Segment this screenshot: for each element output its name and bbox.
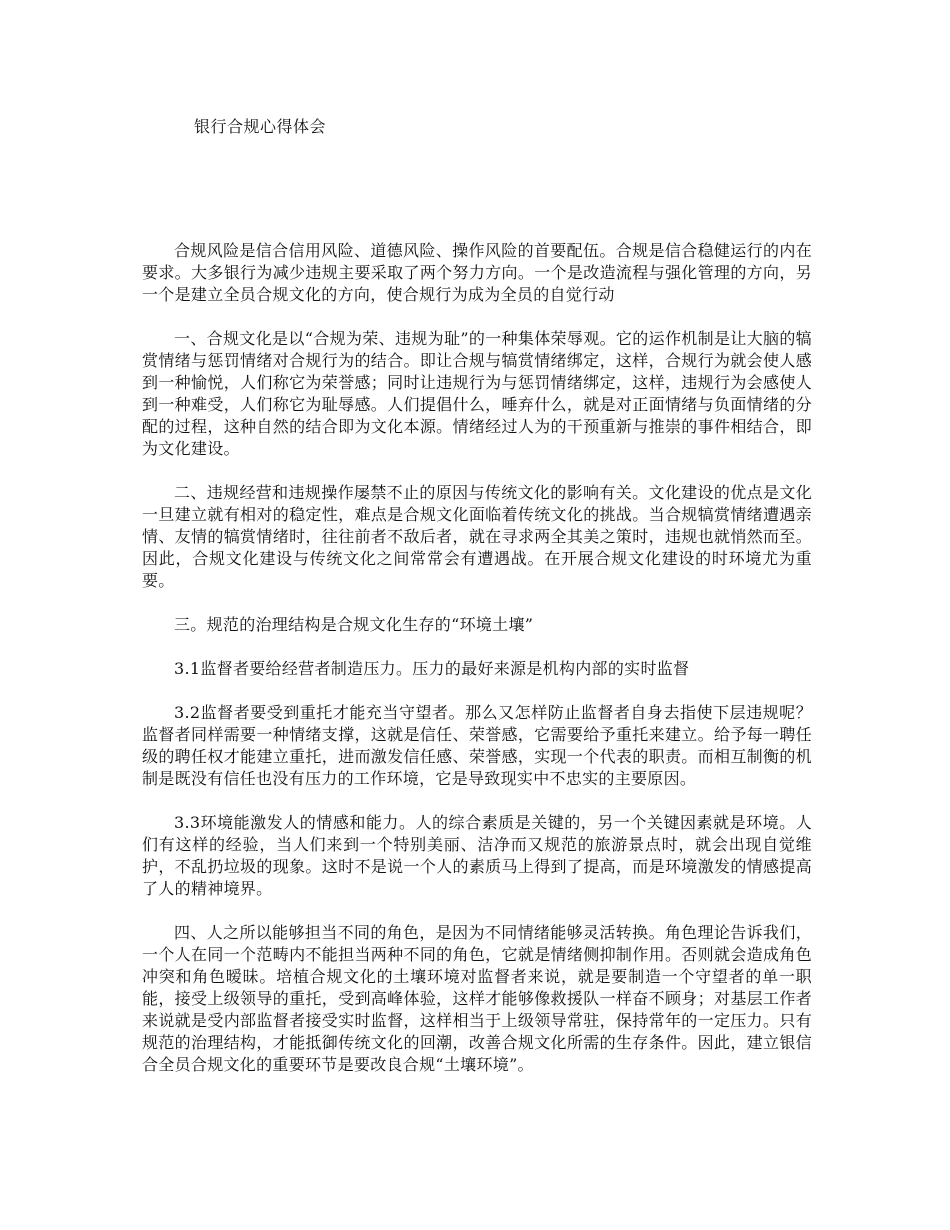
document-body — [142, 240, 812, 1098]
paragraph-section-2: 二、违规经营和违规操作屡禁不止的原因与传统文化的影响有关。文化建设的优点是文化一旦建立就有相对的稳定性，难点是合规文化面临着传统文化的挑战。当合规犒赏情绪遭遇亲情、友情的犒赏情绪时，往往前者不敌后者，就在寻求两全其美之策时，违规也就悄然而至。因此，合规文化建设与传统文化之间常常会有遭遇战。在开展合规文化建设的时环境尤为重要。 — [142, 483, 812, 590]
paragraph-section-3-1: 3.1监督者要给经营者制造压力。压力的最好来源是机构内部的实时监督 — [174, 659, 690, 678]
paragraph-section-3-2: 3.2监督者要受到重托才能充当守望者。那么又怎样防止监督者自身去指使下层违规呢？监督者同样需要一种情绪支撑，这就是信任、荣誉感，它需要给予重托来建立。给予每一聘任级的聘任权才能建立重托，进而激发信任感、荣誉感，实现一个代表的职责。而相互制衡的机制是既没有信任也没有压力的工作环境，它是导致现实中不忠实的主要原因。 — [142, 703, 812, 788]
paragraph-intro: 合规风险是信合信用风险、道德风险、操作风险的首要配伍。合规是信合稳健运行的内在要求。大多银行为减少违规主要采取了两个努力方向。一个是改造流程与强化管理的方向，另一个是建立全员合规文化的方向，使合规行为成为全员的自觉行动 — [142, 241, 812, 304]
paragraph-section-3-3: 3.3环境能激发人的情感和能力。人的综合素质是关键的，另一个关键因素就是环境。人们有这样的经验，当人们来到一个特别美丽、洁净而又规范的旅游景点时，就会出现自觉维护，不乱扔垃圾的现象。这时不是说一个人的素质马上得到了提高，而是环境激发的情感提高了人的精神境界。 — [142, 813, 812, 898]
paragraph-section-3-heading: 三。规范的治理结构是合规文化生存的“环境土壤” — [174, 615, 534, 634]
paragraph-section-4: 四、人之所以能够担当不同的角色，是因为不同情绪能够灵活转换。角色理论告诉我们，一个人在同一个范畴内不能担当两种不同的角色，它就是情绪侧抑制作用。否则就会造成角色冲突和角色暧昧。培植合规文化的土壤环境对监督者来说，就是要制造一个守望者的单一职能，接受上级领导的重托，受到高峰体验，这样才能够像救援队一样奋不顾身；对基层工作者来说就是受内部监督者接受实时监督，这样相当于上级领导常驻，保持常年的一定压力。只有规范的治理结构，才能抵御传统文化的回潮，改善合规文化所需的生存条件。因此，建立银信合全员合规文化的重要环节是要改良合规“土壤环境”。 — [142, 923, 812, 1074]
paragraph-section-1: 一、合规文化是以“合规为荣、违规为耻”的一种集体荣辱观。它的运作机制是让大脑的犒赏情绪与惩罚情绪对合规行为的结合。即让合规与犒赏情绪绑定，这样，合规行为就会使人感到一种愉悦，人们称它为荣誉感；同时让违规行为与惩罚情绪绑定，这样，违规行为会感使人到一种难受，人们称它为耻辱感。人们提倡什么，唾弃什么，就是对正面情绪与负面情绪的分配的过程，这种自然的结合即为文化本源。情绪经过人为的干预重新与推崇的事件相结合，即为文化建设。 — [142, 329, 812, 458]
document-title: 银行合规心得体会 — [194, 117, 327, 136]
